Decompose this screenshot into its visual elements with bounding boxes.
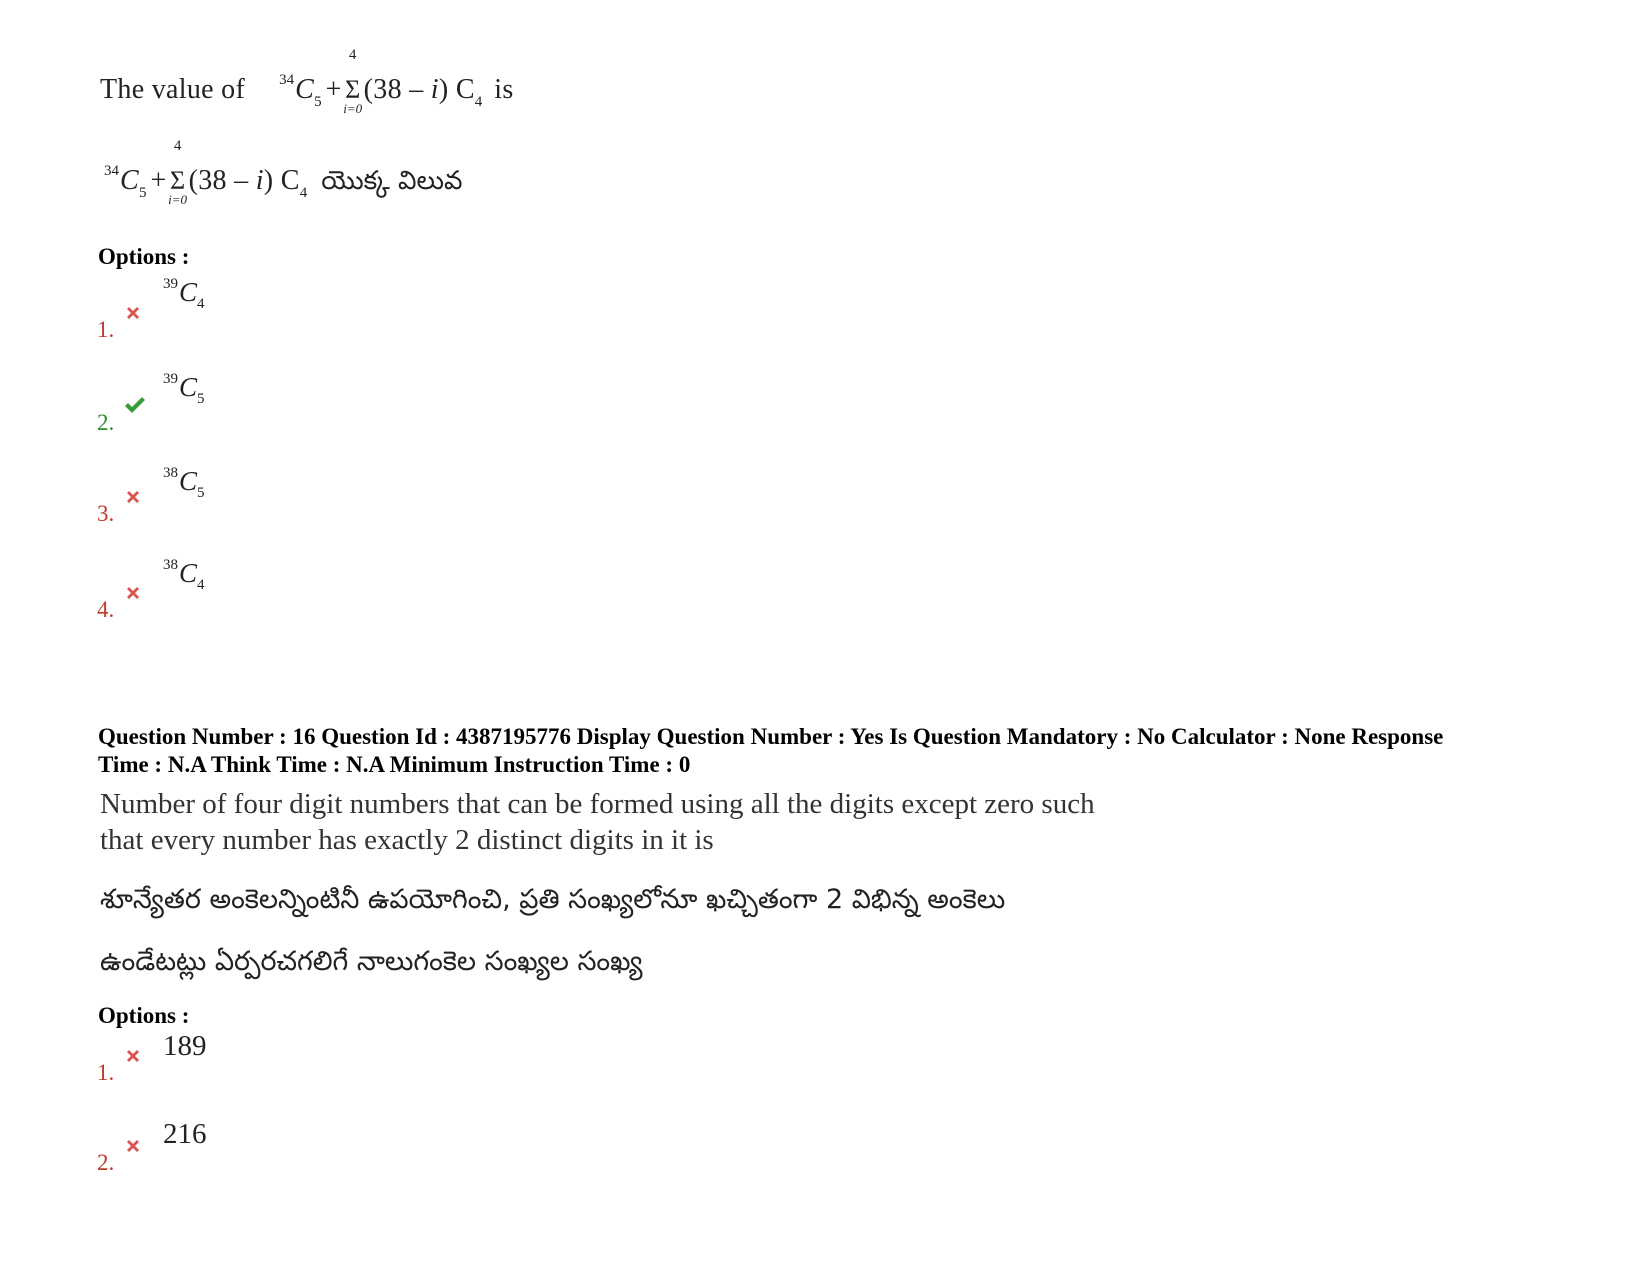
option-sub: 5 <box>197 391 205 407</box>
q15-expr-plus: + <box>325 74 342 105</box>
option-letter: C <box>179 372 198 402</box>
q15-telugu-suffix: యొక్క విలువ <box>321 166 463 196</box>
q15-expr-i: i <box>430 74 439 105</box>
q16-english-line-1: Number of four digit numbers that can be formed using all the digits except zero such <box>100 788 1095 820</box>
q15-english-expression <box>100 47 514 116</box>
q16-telugu-line-2: ఉండేటట్లు ఏర్పరచగలిగే నాలుగంకెల సంఖ్యల సంఖ్య <box>100 946 643 977</box>
q15-expr-left-sub: 5 <box>314 94 322 110</box>
q15-te-plus: + <box>150 165 167 196</box>
option-number: 1. <box>97 317 115 342</box>
q16-english-line-2: that every number has exactly 2 distinct digits in it is <box>100 824 714 856</box>
option-sub: 4 <box>197 296 205 312</box>
check-mark-icon <box>124 396 146 414</box>
q15-te-left-sub: 5 <box>138 185 147 201</box>
q15-english-suffix: is <box>494 74 514 105</box>
q15-te-i: i <box>255 165 264 196</box>
q15-expr-body: (38 – <box>363 74 431 105</box>
q15-te-sigma <box>167 138 189 207</box>
option-sub: 4 <box>197 577 205 593</box>
q15-sigma-top: 4 <box>348 47 357 63</box>
option-sub: 5 <box>197 485 205 501</box>
option-number: 3. <box>97 501 115 526</box>
option-number: 1. <box>97 1060 115 1085</box>
q16-meta-line-1: Question Number : 16 Question Id : 4387195776 Display Question Number : Yes Is Question Mandatory : No Calculator : None Response <box>98 724 1444 749</box>
cross-mark-icon <box>124 304 142 322</box>
cross-mark-icon <box>124 1137 142 1155</box>
q15-te-sigma-top: 4 <box>173 138 182 154</box>
option-value: 189 <box>163 1030 207 1062</box>
option-letter: C <box>179 558 198 588</box>
q15-te-left-pre: 34 <box>104 163 119 179</box>
option-number: 2. <box>97 410 115 435</box>
q16-options-label: Options : <box>98 1003 190 1028</box>
option-pre: 39 <box>163 276 178 292</box>
option-pre: 38 <box>163 557 178 573</box>
q16-meta-line-2: Time : N.A Think Time : N.A Minimum Instruction Time : 0 <box>98 752 691 777</box>
q15-expr-left-pre: 34 <box>279 72 295 88</box>
q15-expr-left-c: C <box>295 74 315 105</box>
cross-mark-icon <box>124 584 142 602</box>
cross-mark-icon <box>124 488 142 506</box>
option-number: 4. <box>97 597 115 622</box>
option-value <box>163 371 205 407</box>
option-value: 216 <box>163 1118 207 1150</box>
q15-expr-close: ) C <box>438 74 475 105</box>
q15-sigma <box>342 47 364 116</box>
option-value <box>163 276 205 312</box>
option-letter: C <box>179 277 198 307</box>
option-pre: 38 <box>163 465 178 481</box>
q15-sigma-symbol: Σ <box>345 75 361 104</box>
q15-telugu-expression <box>104 138 463 207</box>
option-letter: C <box>179 466 198 496</box>
option-pre: 39 <box>163 371 178 387</box>
q15-options-label: Options : <box>98 244 190 269</box>
option-value <box>163 465 205 501</box>
q15-te-body-sub: 4 <box>299 185 308 201</box>
q15-expr-body-sub: 4 <box>474 94 483 110</box>
q15-sigma-bottom: i=0 <box>343 101 363 116</box>
q15-te-body: (38 – <box>188 165 256 196</box>
q16-english-text <box>100 786 1095 858</box>
option-value <box>163 557 205 593</box>
q15-te-left-c: C <box>120 165 139 196</box>
q16-metadata <box>98 723 1568 779</box>
q15-te-sigma-bottom: i=0 <box>168 192 188 207</box>
q15-te-close: ) C <box>263 165 300 196</box>
option-number: 2. <box>97 1150 115 1175</box>
q15-te-sigma-symbol: Σ <box>170 166 186 195</box>
cross-mark-icon <box>124 1047 142 1065</box>
q16-telugu-line-1: శూన్యేతర అంకెలన్నింటినీ ఉపయోగించి, ప్రతి సంఖ్యలోనూ ఖచ్చితంగా 2 విభిన్న అంకెలు <box>100 884 1006 915</box>
q15-english-prefix: The value of <box>100 74 246 105</box>
